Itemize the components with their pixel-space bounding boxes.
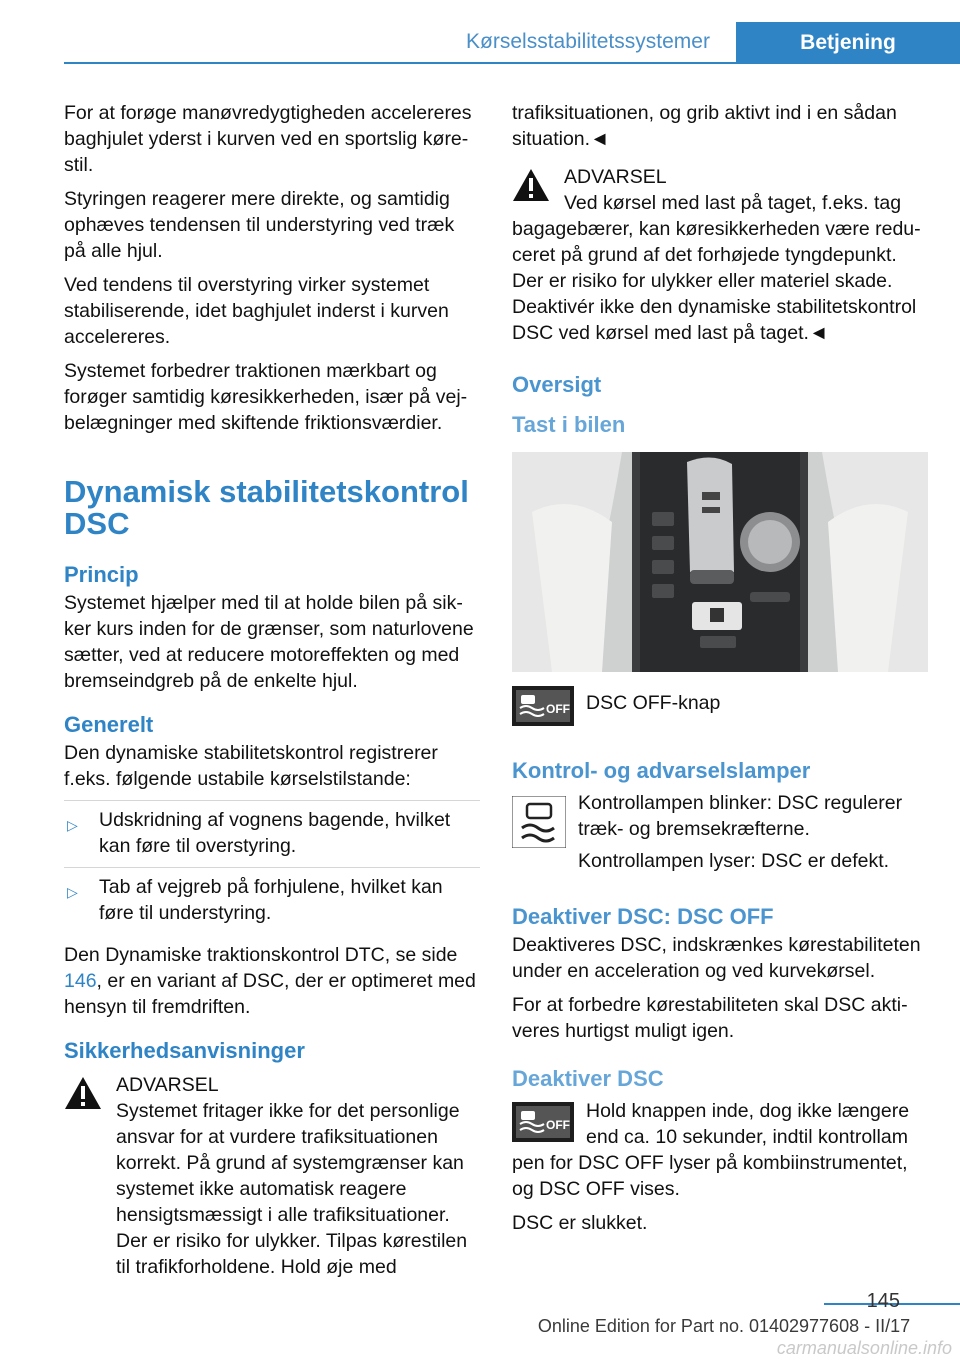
paragraph: Systemet forbedrer traktionen mærkbart og forøger samtidig køresikkerheden, især på vejbelægninger med skiftende friktionsværdier. — [64, 360, 468, 434]
bullet-list — [64, 800, 480, 934]
page-number: 145 — [866, 1290, 900, 1312]
running-header-tab: Betjening — [736, 22, 960, 64]
watermark: carmanualsonline.info — [776, 1338, 952, 1358]
left-column — [64, 100, 480, 1280]
chapter-title-line2: DSC — [64, 506, 130, 541]
warning-triangle-icon — [512, 168, 550, 202]
paragraph: For at forøge manøvredygtigheden accelereres baghjulet yderst i kurven ved en sportslig kørestil. — [64, 102, 472, 176]
chapter-title-line1: Dynamisk stabilitetskontrol — [64, 474, 469, 509]
warning-text-first-line: Ved kørsel med last på taget, f.eks. tag — [564, 192, 902, 214]
section-title-kontrol: Kontrol- og advarselslamper — [512, 758, 811, 783]
dsc-off-icon — [512, 686, 574, 726]
warning-label: ADVARSEL — [116, 1074, 219, 1096]
chapter-title — [64, 476, 480, 540]
paragraph: trafiksituationen, og grib aktivt ind i en sådan situation.◄ — [512, 102, 897, 150]
section-title-sikkerhed: Sikkerhedsanvisninger — [64, 1038, 305, 1063]
hold-instruction-rest: pen for DSC OFF lyser på kombiinstrumentet, og DSC OFF vises. — [512, 1152, 908, 1200]
bullet-triangle-icon: ▷ — [67, 884, 78, 900]
warning-label: ADVARSEL — [564, 166, 667, 188]
indicator-blink-text: Kontrollampen blinker: DSC regulerer træk- og bremsekræfterne. — [578, 792, 903, 840]
warning-text: bagagebærer, kan køresikkerheden være reduceret på grund af det forhøjede tyngdepunkt. Der er risiko for ulykker eller materiel skade. Deaktivér ikke den dynamiske stabilitetskontrol DSC ved kørsel med last på taget.◄ — [512, 218, 921, 344]
section-title-oversigt: Oversigt — [512, 372, 602, 397]
page-link[interactable]: 146 — [64, 970, 97, 992]
paragraph: Den dynamiske stabilitetskontrol registrerer f.eks. følgende ustabile kørselstilstande: — [64, 742, 438, 790]
edition-footer: Online Edition for Part no. 01402977608 - II/17 — [537, 1316, 911, 1336]
dsc-indicator-lamp-icon — [512, 796, 566, 848]
paragraph: Styringen reagerer mere direkte, og samtidig ophæves tendensen til understyring ved træk på alle hjul. — [64, 188, 455, 262]
paragraph: Systemet hjælper med til at holde bilen på sikker kurs inden for de grænser, som naturlovene sætter, ved at reducere motoreffekten og med bremseindgreb på de enkelte hjul. — [64, 592, 474, 692]
indicator-lit-text: Kontrollampen lyser: DSC er defekt. — [578, 850, 890, 872]
hold-button-row — [512, 1098, 930, 1150]
running-header-section: Kørselsstabilitetssystemer — [466, 30, 710, 53]
bullet-triangle-icon: ▷ — [67, 817, 78, 833]
indicator-lamp-row — [512, 790, 930, 874]
dsc-off-button-label: DSC OFF-knap — [586, 692, 721, 714]
section-title-deaktiver-dsc: Deaktiver DSC — [512, 1066, 664, 1091]
warning-block — [512, 164, 930, 346]
status-text: DSC er slukket. — [512, 1212, 648, 1234]
paragraph: Den Dynamiske traktionskontrol DTC, se side 146, er en variant af DSC, der er optimeret med hensyn til fremdriften. — [64, 944, 476, 1018]
warning-block — [64, 1072, 480, 1280]
header-rule — [64, 62, 960, 64]
hold-instruction-first: Hold knappen inde, dog ikke længere end ca. 10 sekunder, indtil kontrollam — [586, 1100, 910, 1148]
svg-text:OFF: OFF — [546, 1118, 570, 1132]
warning-text: Systemet fritager ikke for det personlige ansvar for at vurdere trafiksituationen korrekt. På grund af systemgrænser kan systemet ikke automatisk reagere hensigtsmæssigt i alle trafiksituationer. Der er risiko for ulykker. Tilpas kørestilen til trafikforholdene. Hold øje med — [116, 1100, 468, 1278]
section-title-deaktiver-dsc-off: Deaktiver DSC: DSC OFF — [512, 904, 774, 929]
section-title-tast: Tast i bilen — [512, 412, 626, 437]
warning-triangle-icon — [64, 1076, 102, 1110]
list-item: ▷ Tab af vejgreb på forhjulene, hvilket kan føre til understyring. — [64, 867, 480, 934]
section-title-generelt: Generelt — [64, 712, 154, 737]
paragraph: For at forbedre kørestabiliteten skal DSC aktiveres hurtigst muligt igen. — [512, 994, 908, 1042]
center-console-photo — [512, 452, 928, 672]
paragraph: Ved tendens til overstyring virker systemet stabiliserende, idet baghjulet inderst i kurven accelereres. — [64, 274, 449, 348]
section-title-princip: Princip — [64, 562, 139, 587]
dsc-off-icon — [512, 1102, 574, 1142]
dsc-off-button-row — [512, 686, 930, 726]
paragraph: Deaktiveres DSC, indskrænkes kørestabiliteten under en acceleration og ved kurvekørsel. — [512, 934, 921, 982]
svg-text:OFF: OFF — [546, 702, 570, 716]
right-column — [512, 100, 930, 1244]
list-item: ▷ Udskridning af vognens bagende, hvilket kan føre til overstyring. — [64, 800, 480, 867]
